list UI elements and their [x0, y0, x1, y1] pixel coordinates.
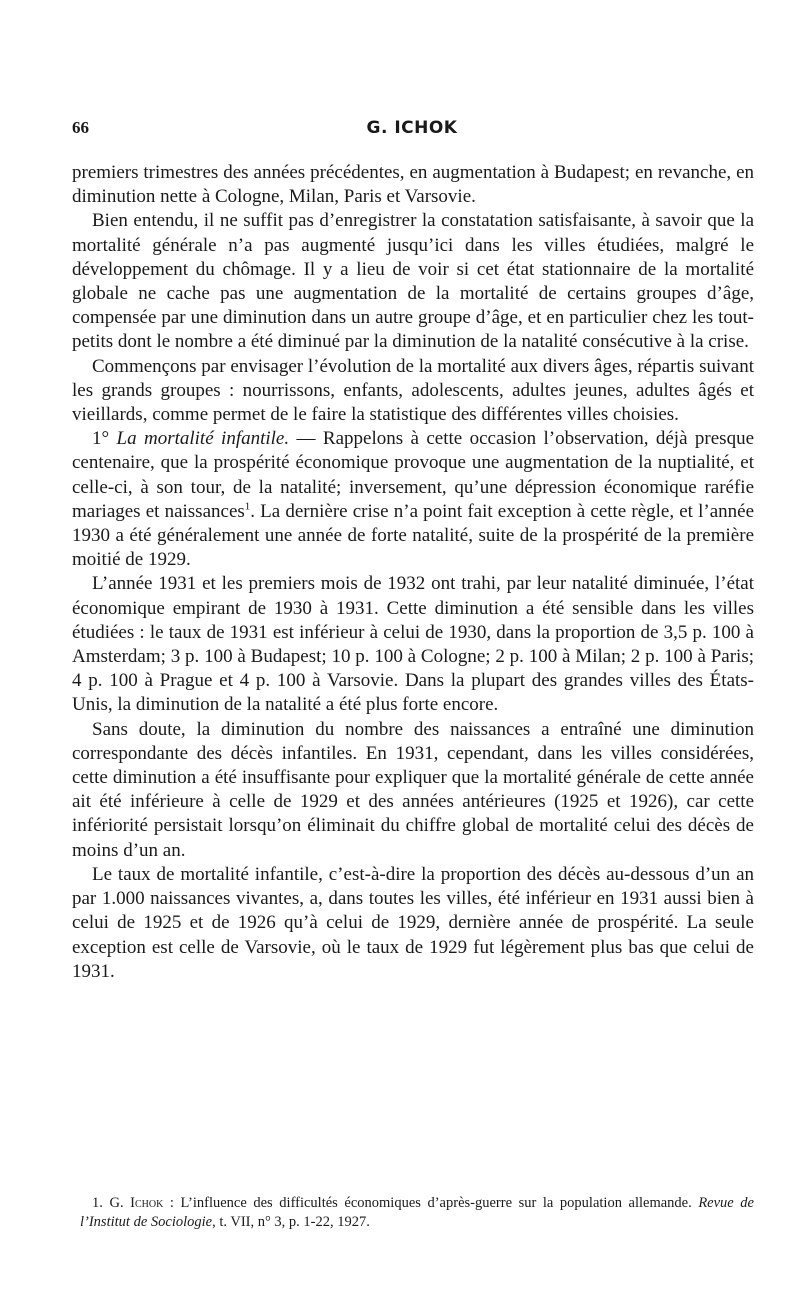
paragraph-7: Le taux de mortalité infantile, c’est-à-dire la proportion des décès au-dessous d’un an par 1.000 naissances vivantes, a, dans toutes les villes, été inférieur en 1931 aussi bien à celui de 1925 et de 1926 qu’à celui de 1929, dernière année de prospérité. La seule exception est celle de Varsovie, où le taux de 1929 fut légèrement plus bas que celui de 1931. — [72, 863, 754, 982]
footnote-number: 1. — [92, 1195, 103, 1211]
body-text — [72, 161, 754, 984]
section-title: La mortalité infantile. — [116, 428, 290, 450]
paragraph-1: premiers trimestres des années précédentes, en augmentation à Budapest; en revanche, en diminution nette à Cologne, Milan, Paris et Varsovie. — [72, 162, 754, 208]
paragraph-4 — [72, 427, 754, 572]
paragraph-4-text: — Rappelons à cette occasion l’observation, déjà presque centenaire, que la prospérité économique provoque une augmentation de la nuptialité, et celle-ci, à son tour, de la natalité; inversement, qu’une dépression économique raréfie mariages et naissances — [72, 428, 755, 522]
section-number: 1° — [92, 428, 110, 450]
paragraph-4-text-end: . La dernière crise n’a point fait exception à cette règle, et l’année 1930 a été généralement une année de forte natalité, suite de la prospérité de la première moitié de 1929. — [72, 500, 755, 571]
paragraph-6: Sans doute, la diminution du nombre des naissances a entraîné une diminution correspondante des décès infantiles. En 1931, cependant, dans les villes considérées, cette diminution a été insuffisante pour expliquer que la mortalité générale de cette année ait été inférieure à celle de 1929 et des années antérieures (1925 et 1926), car cette infériorité persistait lorsqu’on éliminait du chiffre global de mortalité celui des décès de moins d’un an. — [72, 718, 754, 861]
paragraph-2: Bien entendu, il ne suffit pas d’enregistrer la constatation satisfaisante, à savoir que la mortalité générale n’a pas augmenté jusqu’ici dans les villes étudiées, malgré le développement du chômage. Il y a lieu de voir si cet état stationnaire de la mortalité globale ne cache pas une augmentation de la mortalité de certains groupes d’âge, compensée par une diminution dans un autre groupe d’âge, et en particulier chez les tout-petits dont le nombre a été diminué par la diminution de la natalité consécutive à la crise. — [72, 210, 754, 353]
page-number: 66 — [72, 118, 89, 137]
footnote-journal: Revue de l’Institut de Sociologie — [80, 1195, 754, 1230]
page-header — [72, 118, 752, 148]
running-head: G. ICHOK — [366, 118, 458, 138]
paragraph-5: L’année 1931 et les premiers mois de 1932 ont trahi, par leur natalité diminuée, l’état économique empirant de 1930 à 1931. Cette diminution a été sensible dans les villes étudiées : le taux de 1931 est inférieur à celui de 1930, dans la proportion de 3,5 p. 100 à Amsterdam; 3 p. 100 à Budapest; 10 p. 100 à Cologne; 2 p. 100 à Milan; 2 p. 100 à Paris; 4 p. 100 à Prague et 4 p. 100 à Varsovie. Dans la plupart des grandes villes des États-Unis, la diminution de la natalité a été plus forte encore. — [72, 573, 754, 716]
paragraph-3: Commençons par envisager l’évolution de la mortalité aux divers âges, répartis suivant les grands groupes : nourrissons, enfants, adolescents, adultes jeunes, adultes âgés et vieillards, comme permet de le faire la statistique des différentes villes choisies. — [72, 355, 754, 426]
footnote — [80, 1194, 754, 1232]
footnote-author: G. Ichok — [109, 1195, 164, 1211]
footnote-reference: 1 — [244, 500, 251, 513]
footnote-citation: , t. VII, n° 3, p. 1-22, 1927. — [212, 1214, 370, 1230]
footnote-text — [80, 1194, 754, 1232]
footnote-body: : L’influence des difficultés économiques d’après-guerre sur la population allemande. — [163, 1195, 699, 1211]
